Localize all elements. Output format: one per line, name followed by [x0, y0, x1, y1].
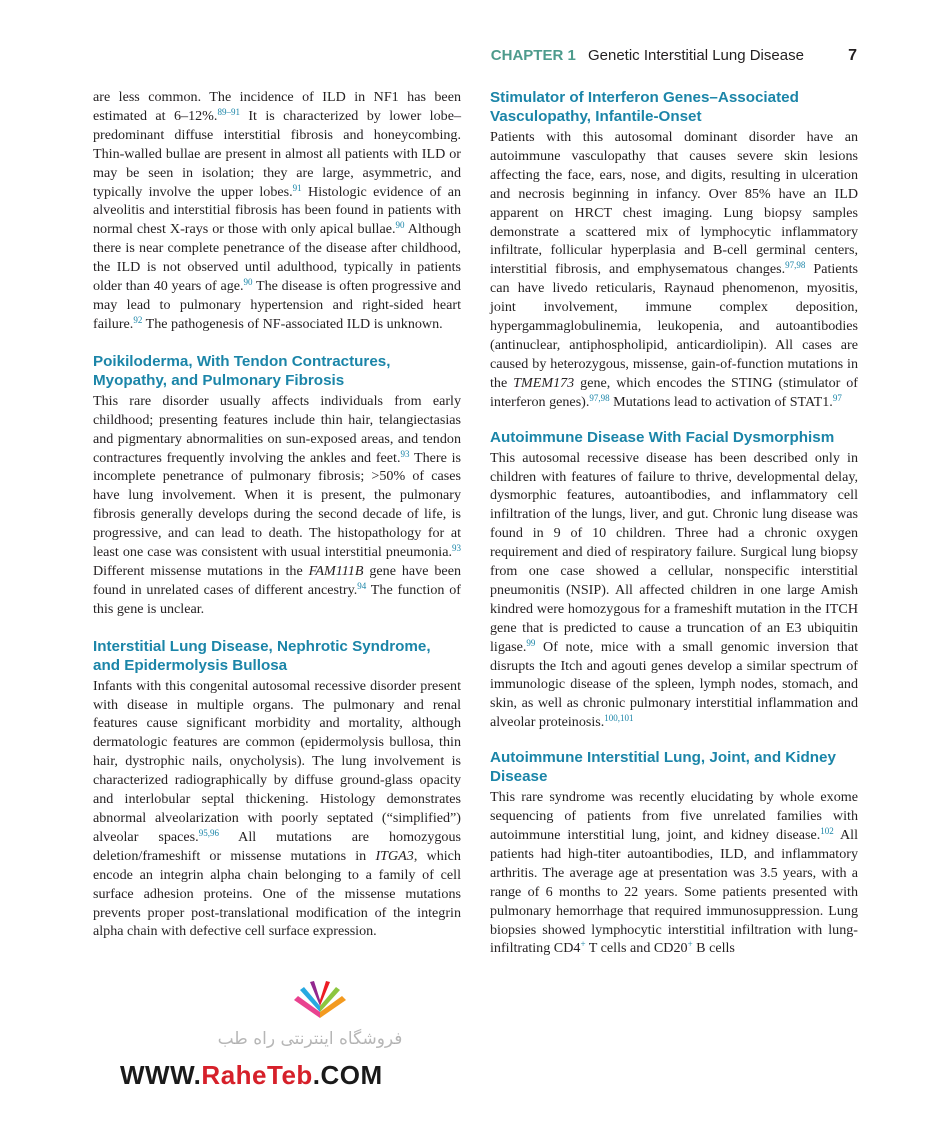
citation: 90	[395, 220, 405, 231]
section-heading-autoimmune-ild-joint-kidney: Autoimmune Interstitial Lung, Joint, and Kidney Disease	[490, 749, 836, 786]
left-column	[93, 88, 461, 941]
section-body-ild-nephrotic: Infants with this congenital autosomal recessive disorder present with disease in multiple organs. The pulmonary and renal features cause significant morbidity and mortality, although dermatologic features are common (epidermolysis bullosa, thin hair, dystrophic nails, onycholysis). The lung involvement is characterized radiographically by diffuse ground-glass opacity and interlobular septal thickening. Histology demonstrates abnormal alveolarization with poorly septated (“simplified”) alveolar spaces.$^{95,96}$ All mutations are homozygous deletion/frameshift or missense mutations in ITGA3, which encode an integrin alpha chain belonging to a family of cell surface adhesion proteins. One of the missense mutations prevents proper post-translational modification of the integrin alpha chain with defective cell surface expression.	[93, 677, 462, 940]
section-body-sting: Patients with this autosomal dominant disorder have an autoimmune vasculopathy that causes severe skin lesions affecting the face, ears, nose, and digits, resulting in ulceration and necrosis beginning in infancy. Over 85% have an ILD apparent on HRCT chest imaging. Lung biopsy samples demonstrate a scattered mix of lymphocytic inflammatory infiltrate, follicular hyperplasia and B-cell germinal centers, interstitial fibrosis, and emphysematous changes.$^{97,98}$ Patients can have livedo reticularis, Raynaud phenomenon, myositis, joint involvement, immune complex deposition, hypergammaglobulinemia, leukopenia, and autoantibodies (antinuclear, antiphospholipid, anticardiolipin). All cases are caused by heterozygous, missense, gain-of-function mutations in the TMEM173 gene, which encodes the STING (stimulator of interferon genes).$^{97,98}$ Mutations lead to activation of STAT1.97	[490, 129, 859, 410]
page-number: 7	[848, 47, 857, 64]
citation: 91	[292, 182, 302, 193]
gene-name: TMEM173	[513, 374, 575, 391]
citation: 93	[452, 543, 461, 554]
section-heading-facial-dysmorphism: Autoimmune Disease With Facial Dysmorphism	[490, 428, 835, 446]
section-gap	[93, 334, 461, 352]
watermark-url: WWW.RaheTeb.COM	[120, 1060, 383, 1090]
citation: 97,98	[785, 260, 806, 271]
citation: 99	[526, 637, 536, 648]
superscript-plus: +	[687, 939, 693, 950]
citation: 97	[832, 392, 842, 403]
section-gap	[490, 412, 858, 428]
gene-name: ITGA3	[375, 847, 414, 864]
citation: 92	[133, 314, 143, 325]
arabic-watermark	[200, 1018, 420, 1058]
section-heading-poikiloderma: Poikiloderma, With Tendon Contractures, Myopathy, and Pulmonary Fibrosis	[93, 352, 391, 389]
citation: 100,101	[604, 713, 634, 724]
arabic-watermark-text: فروشگاه اینترنتی راه طب	[217, 1029, 403, 1049]
section-heading-sting: Stimulator of Interferon Genes–Associated Vasculopathy, Infantile-Onset	[490, 89, 799, 125]
section-body-autoimmune-ild-joint-kidney: This rare syndrome was recently elucidating by whole exome sequencing of patients from five unrelated families with autoimmune interstitial lung, joint, and kidney disease.$^{102}$ All patients had high-titer autoantibodies, ILD, and inflammatory arthritis. The average age at presentation was 3.5 years, with a range of 6 months to 22 years. Some patients presented with pulmonary hemorrhage that required immunosuppression. Lung biopsies showed lymphocytic interstitial infiltration with lung-infiltrating CD4+ T cells and CD20+ B cells	[490, 789, 858, 957]
chapter-title: Genetic Interstitial Lung Disease	[587, 47, 804, 64]
section-body-poikiloderma: This rare disorder usually affects individuals from early childhood; presenting features include thin hair, telangiectasias and pigmentary abnormalities on sun-exposed areas, and tendon contractures frequently involving the ankles and feet.$^{93}$ There is incomplete penetrance of pulmonary fibrosis; >50% of cases have lung involvement. When it is present, the pulmonary fibrosis generally develops during the second decade of life, is progressive, and can lead to death. The histopathology for at least one case was consistent with usual interstitial pneumonia.$^{93}$ Different missense mutations in the FAM111B gene have been found in unrelated cases of different ancestry.$^{94}$ The function of this gene is unclear.	[93, 392, 461, 617]
section-gap	[93, 619, 461, 637]
continued-paragraph: are less common. The incidence of ILD in NF1 has been estimated at 6–12%.$^{89-91}$ It is characterized by lower lobe–predominant diffuse interstitial fibrosis and honeycombing. Thin-walled bullae are present in almost all patients with ILD or may be seen in isolation; they are large, asymmetric, and typically involve the upper lobes.$^{91}$ Histologic evidence of an alveolitis and interstitial fibrosis has been found in patients with normal chest X-rays or those with only apical bullae.$^{90}$ Although there is near complete penetrance of the disease after childhood, the ILD is not observed until adulthood, typically in patients older than 40 years of age.$^{90}$ The disease is often progressive and may lead to pulmonary hypertension and right-sided heart failure.$^{92}$ The pathogenesis of NF-associated ILD is unknown.	[93, 89, 462, 332]
right-column	[490, 88, 858, 958]
citation: 95,96	[198, 827, 219, 838]
citation: 102	[820, 826, 834, 836]
running-head	[491, 47, 857, 65]
section-heading-ild-nephrotic: Interstitial Lung Disease, Nephrotic Syndrome, and Epidermolysis Bullosa	[93, 637, 431, 674]
citation: 93	[400, 448, 410, 459]
citation: 97,98	[589, 392, 610, 403]
section-body-facial-dysmorphism: This autosomal recessive disease has been described only in children with features of failure to thrive, developmental delay, dysmorphic features, autoantibodies, and inflammatory cell infiltration of the lungs, liver, and gut. Chronic lung disease was found in 9 of 10 children. Three had a chronic oxygen requirement and died of respiratory failure. Surgical lung biopsy from one case showed a cellular, nonspecific interstitial pneumonitis (NSIP). All affected children in one large Amish kindred were homozygous for a frameshift mutation in the ITCH gene that is predicted to cause a truncation of an E3 ubiquitin ligase.$^{99}$ Of note, mice with a small genomic inversion that disrupts the Itch and agouti genes develop a similar spectrum of immunologic disease of the spleen, lymph nodes, stomach, and skin, as well as chronic pulmonary interstitial inflammation and alveolar proteinosis.$^{100,101}$	[490, 449, 858, 731]
citation: 94	[357, 580, 367, 591]
chapter-label: CHAPTER 1	[490, 47, 576, 64]
citation: 90	[243, 277, 253, 288]
watermark	[120, 978, 420, 1090]
citation: 89–91	[217, 106, 240, 117]
section-gap	[490, 732, 858, 748]
superscript-plus: +	[580, 939, 586, 950]
gene-name: FAM111B	[308, 562, 364, 579]
book-logo-icon	[288, 978, 352, 1022]
